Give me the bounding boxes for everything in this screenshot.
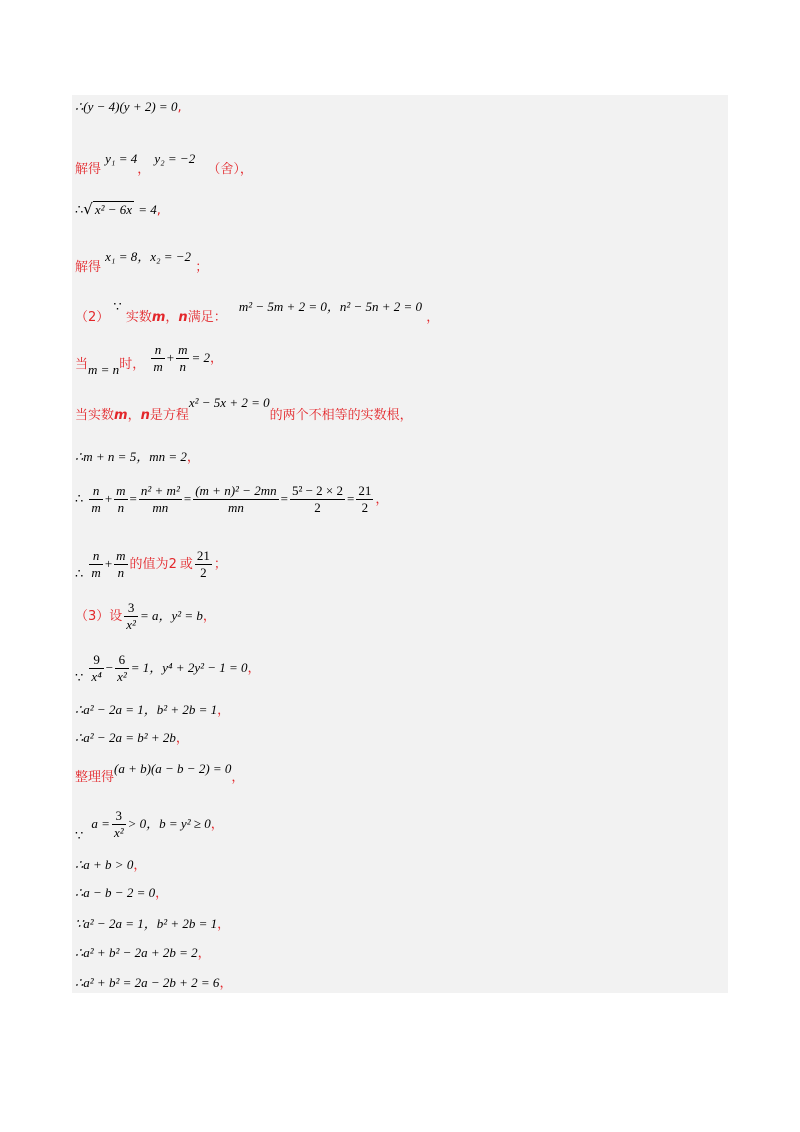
equation: ∴a² − 2a = 1，b² + 2b = 1 <box>75 702 218 717</box>
punct: ， <box>210 351 224 366</box>
var-n: n <box>140 408 150 423</box>
numerator: n <box>89 548 102 565</box>
numerator: m <box>178 342 188 357</box>
line-9 <box>75 483 388 516</box>
numerator: 3 <box>124 600 138 617</box>
fraction <box>89 652 103 685</box>
equation: ∴a − b − 2 = 0 <box>75 885 156 900</box>
equation: x₁ = 8，x₂ = −2 <box>105 249 192 264</box>
punct: ， <box>210 817 224 832</box>
equation: (a + b)(a − b − 2) = 0 <box>114 761 232 776</box>
line-17 <box>75 858 146 872</box>
fraction <box>139 483 182 516</box>
fraction <box>114 483 127 516</box>
punct: ， <box>426 310 440 325</box>
numerator: 3 <box>112 808 126 825</box>
text: 当实数 <box>75 408 115 423</box>
text: 实数 <box>125 310 152 325</box>
line-2 <box>75 151 253 177</box>
punct: ， <box>375 492 389 507</box>
fraction <box>89 548 102 581</box>
therefore-sign: ∴ <box>75 566 84 581</box>
solution-panel <box>72 95 728 993</box>
denominator: 2 <box>200 565 207 580</box>
denominator: 2 <box>361 500 369 515</box>
equation: ∴(y − 4)(y + 2) = 0 <box>75 99 178 114</box>
equation: = 2 <box>191 350 210 365</box>
numerator: (m + n)² − 2mn <box>195 483 277 498</box>
punct: ， <box>155 886 169 901</box>
operator: = <box>280 491 288 506</box>
line-19 <box>75 917 230 931</box>
punct: ， <box>186 450 200 465</box>
equation: a = <box>91 816 110 831</box>
equation: ∴a² − 2a = b² + 2b <box>75 730 176 745</box>
numerator: 21 <box>196 548 210 563</box>
denominator: x² <box>117 669 127 684</box>
equation: = 1，y⁴ + 2y² − 1 = 0 <box>130 660 248 675</box>
operator: + <box>104 491 113 506</box>
numerator: 21 <box>358 483 372 498</box>
equation: = a，y² = b <box>139 608 203 623</box>
denominator: mn <box>152 500 169 515</box>
numerator: 9 <box>89 652 103 669</box>
fraction <box>193 483 278 516</box>
operator: = <box>183 491 192 506</box>
text-jiede: 解得 <box>75 162 102 177</box>
fraction <box>151 342 164 375</box>
denominator: n <box>117 565 125 580</box>
fraction <box>114 548 127 581</box>
fraction <box>356 483 373 516</box>
denominator: x⁴ <box>91 669 102 684</box>
equation-rest: = 4 <box>138 202 157 217</box>
punct: ， <box>133 858 147 873</box>
equation-y2: y₂ = −2 <box>154 151 196 166</box>
denominator: 2 <box>314 500 321 515</box>
text: ， <box>127 408 141 423</box>
equation: m = n <box>88 362 120 377</box>
numerator: n <box>151 342 164 359</box>
var-m: m <box>114 408 128 423</box>
punct: ， <box>247 661 261 676</box>
because-sign: ∵ <box>75 670 84 685</box>
var-n: n <box>178 310 188 325</box>
punct: ， <box>217 917 231 932</box>
fraction <box>124 600 138 633</box>
radical-sign: √ <box>83 200 93 218</box>
line-11 <box>75 600 216 633</box>
fraction <box>112 808 126 841</box>
line-3 <box>75 202 161 217</box>
text-zhenglide: 整理得 <box>75 770 115 785</box>
line-6 <box>75 342 224 381</box>
denominator: x² <box>113 825 124 840</box>
text: 满足： <box>187 310 227 325</box>
fraction <box>176 342 189 375</box>
text: ， <box>165 310 179 325</box>
fraction <box>290 483 345 516</box>
punct: ， <box>175 731 189 746</box>
line-5 <box>75 299 440 325</box>
text-dang: 当 <box>75 357 89 372</box>
denominator: m <box>91 565 101 580</box>
punct: ； <box>195 260 209 275</box>
line-7 <box>75 395 413 423</box>
text: 的值为 <box>129 557 169 572</box>
because-sign: ∵ <box>113 299 122 314</box>
text-she: （舍）， <box>207 162 253 177</box>
sqrt-content: x² − 6x <box>94 202 133 217</box>
line-12 <box>75 652 261 685</box>
line-20 <box>75 946 211 960</box>
numerator: m <box>116 548 126 563</box>
numerator: 5² − 2 × 2 <box>291 483 343 498</box>
text: 或 <box>179 557 193 572</box>
line-14 <box>75 731 189 745</box>
numerator: 6 <box>115 652 129 669</box>
value: 2 <box>168 557 177 572</box>
equation: ∴a² + b² = 2a − 2b + 2 = 6 <box>75 975 220 990</box>
denominator: x² <box>126 617 136 632</box>
equation: ∴a² + b² − 2a + 2b = 2 <box>75 945 198 960</box>
denominator: n <box>117 500 125 515</box>
equation: m² − 5m + 2 = 0，n² − 5n + 2 = 0 <box>238 299 423 314</box>
line-16 <box>75 808 224 841</box>
fraction <box>195 548 212 581</box>
therefore-sign: ∴ <box>75 491 84 506</box>
numerator: n² + m² <box>140 483 180 498</box>
punct: ， <box>137 162 151 177</box>
fraction <box>115 652 129 685</box>
denominator: m <box>153 359 163 374</box>
because-sign: ∵ <box>75 828 84 843</box>
equation: ∴a + b > 0 <box>75 857 134 872</box>
operator: + <box>104 556 113 571</box>
operator: = <box>347 491 355 506</box>
text-jiede: 解得 <box>75 260 102 275</box>
equation: > 0，b = y² ≥ 0 <box>127 816 211 831</box>
part-2-label: （2） <box>75 310 110 325</box>
text: 是方程 <box>149 408 189 423</box>
denominator: n <box>179 359 187 374</box>
text: 时， <box>119 357 146 372</box>
operator: + <box>166 350 175 365</box>
punct: ， <box>202 609 216 624</box>
punct: , <box>177 100 182 115</box>
denominator: m <box>91 500 101 515</box>
text: 的两个不相等的实数根， <box>269 408 413 423</box>
line-13 <box>75 703 230 717</box>
line-15 <box>75 761 245 785</box>
fraction <box>89 483 102 516</box>
operator: = <box>129 491 137 506</box>
punct: ， <box>197 946 211 961</box>
line-4 <box>75 249 209 275</box>
denominator: mn <box>227 500 244 515</box>
punct: ， <box>217 703 231 718</box>
equation: x² − 5x + 2 = 0 <box>188 395 270 410</box>
line-8 <box>75 450 200 464</box>
equation: ∵a² − 2a = 1，b² + 2b = 1 <box>75 916 218 931</box>
equation-y1: y₁ = 4 <box>105 151 138 166</box>
numerator: n <box>89 483 102 500</box>
punct: ； <box>213 557 227 572</box>
numerator: m <box>116 483 126 498</box>
punct: ， <box>219 976 233 991</box>
operator: − <box>105 660 114 675</box>
equation: ∴m + n = 5，mn = 2 <box>75 449 187 464</box>
line-18 <box>75 886 168 900</box>
part-3-label: （3）设 <box>75 609 123 624</box>
punct: , <box>156 203 161 218</box>
punct: ， <box>231 770 245 785</box>
therefore-sign: ∴ <box>75 202 84 217</box>
var-m: m <box>151 310 166 325</box>
line-21 <box>75 976 232 990</box>
line-10 <box>75 548 227 581</box>
line-1 <box>75 100 182 114</box>
